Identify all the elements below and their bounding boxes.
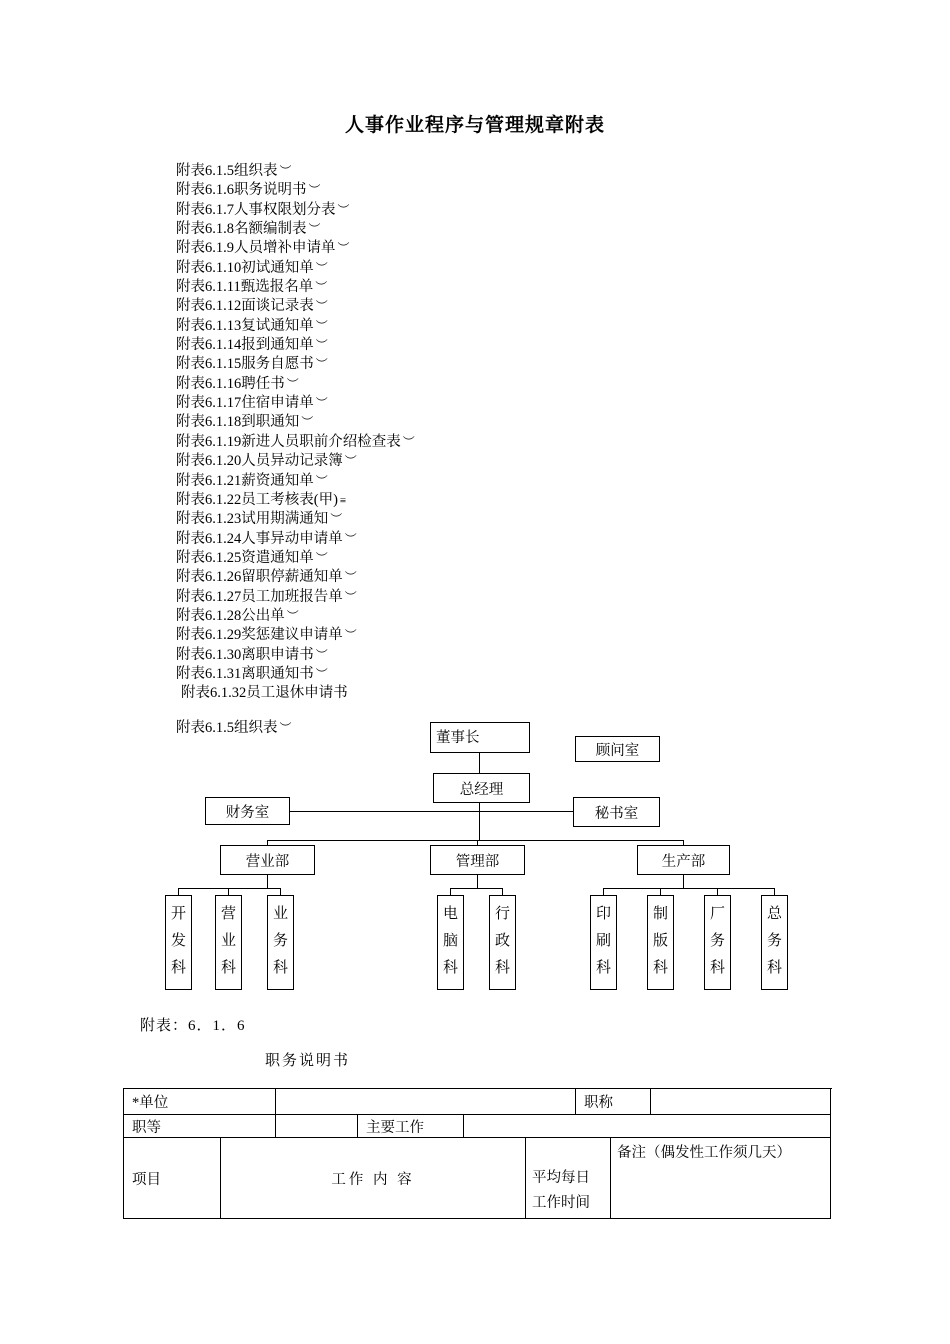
list-item: 附表6.1.17住宿申请单 ︶ [176, 395, 328, 412]
paragraph-mark: ︶ [315, 473, 328, 488]
unit-value-cell [276, 1089, 576, 1115]
org-connector-line [267, 840, 684, 841]
list-item: 附表6.1.19新进人员职前介绍检查表 ︶ [176, 433, 415, 450]
main-work-value-cell [464, 1115, 831, 1138]
paragraph-mark: ︶ [344, 570, 357, 585]
org-box-plate-section: 制版科 [647, 895, 674, 990]
job-description-title: 职务说明书 [265, 1053, 351, 1069]
org-connector-line [502, 888, 503, 895]
org-box-secretary: 秘书室 [573, 797, 660, 827]
org-connector-line [774, 888, 775, 895]
avg-daily-line1: 平均每日 [532, 1170, 590, 1186]
paragraph-mark: ︶ [337, 241, 350, 256]
org-box-dev-section: 开发科 [165, 895, 192, 990]
paragraph-mark: ︶ [315, 260, 328, 275]
paragraph-mark: ︶ [308, 183, 321, 198]
paragraph-mark: ︶ [279, 164, 292, 178]
paragraph-mark: ︶ [315, 338, 328, 353]
org-connector-line [267, 875, 268, 888]
grade-value-cell [276, 1115, 358, 1138]
paragraph-mark: ︶ [402, 434, 415, 449]
org-connector-line [479, 803, 480, 840]
list-item: 附表6.1.26留职停薪通知单 ︶ [176, 569, 357, 586]
org-box-printing-section: 印刷科 [590, 895, 617, 990]
org-connector-line [228, 888, 229, 895]
list-item: 附表6.1.24人事异动申请单 ︶ [176, 530, 357, 547]
org-connector-line [477, 875, 478, 888]
org-box-general-manager: 总经理 [433, 773, 530, 803]
paragraph-mark: ︶ [315, 396, 328, 411]
work-content-cell: 工作 内 容 [221, 1138, 526, 1219]
org-connector-line [477, 840, 478, 845]
org-box-production-dept: 生产部 [637, 845, 730, 875]
org-box-business-section: 业务科 [267, 895, 294, 990]
appendix-616-label: 附表：6．1．6 [140, 1018, 246, 1034]
org-connector-line [267, 840, 268, 845]
paragraph-mark: ︶ [315, 318, 328, 333]
paragraph-mark: ︶ [315, 280, 328, 295]
org-connector-line [683, 840, 684, 845]
org-box-advisor: 顾问室 [575, 736, 660, 762]
paragraph-mark: ︶ [301, 415, 314, 430]
paragraph-mark: ︶ [315, 550, 328, 565]
list-item: 附表6.1.32员工退休申请书 [181, 685, 348, 702]
paragraph-mark: ︶ [315, 647, 328, 662]
org-box-management-dept: 管理部 [430, 845, 525, 875]
paragraph-mark: ︶ [315, 666, 328, 681]
org-box-computer-section: 电脑科 [437, 895, 464, 990]
list-item: 附表6.1.28公出单 ︶ [176, 607, 299, 624]
paragraph-mark: ︶ [344, 531, 357, 546]
list-item: 附表6.1.8名额编制表 ︶ [176, 221, 321, 238]
paragraph-mark: ︶ [315, 357, 328, 372]
page-title: 人事作业程序与管理规章附表 [344, 115, 605, 136]
title-value-cell [651, 1089, 831, 1115]
list-item: 附表6.1.9人员增补申请单 ︶ [176, 240, 350, 257]
unit-label-cell: *单位 [124, 1089, 276, 1115]
list-item: 附表6.1.5组织表 ︶ [176, 163, 292, 179]
list-item: 附表6.1.18到职通知 ︶ [176, 414, 314, 431]
org-box-sales-dept: 营业部 [220, 845, 315, 875]
list-item: 附表6.1.15服务自愿书 ︶ [176, 356, 328, 373]
list-item: 附表6.1.12面谈记录表 ︶ [176, 298, 328, 315]
title-label-cell: 职称 [576, 1089, 651, 1115]
paragraph-mark: ︶ [279, 721, 292, 735]
table-row [124, 1089, 832, 1115]
paragraph-mark: ︶ [315, 299, 328, 314]
paragraph-mark: ︶ [330, 512, 343, 527]
break-mark: ≡ [339, 494, 346, 507]
org-box-general-affairs-section: 总务科 [761, 895, 788, 990]
list-item: 附表6.1.22员工考核表(甲) ≡ [176, 491, 346, 508]
org-box-factory-section: 厂务科 [704, 895, 731, 990]
job-description-table [123, 1088, 832, 1219]
org-box-admin-section: 行政科 [489, 895, 516, 990]
list-item: 附表6.1.29奖惩建议申请单 ︶ [176, 627, 357, 644]
avg-daily-time-cell [526, 1138, 611, 1219]
grade-label-cell: 职等 [124, 1115, 276, 1138]
list-item: 附表6.1.13复试通知单 ︶ [176, 317, 328, 334]
list-item: 附表6.1.20人员异动记录簿 ︶ [176, 453, 357, 470]
org-box-chairman: 董事长 [430, 722, 530, 753]
list-item: 附表6.1.21薪资通知单 ︶ [176, 472, 328, 489]
item-label-cell: 项目 [124, 1138, 221, 1219]
list-item: 附表6.1.31离职通知书 ︶ [176, 665, 328, 682]
table-row [124, 1138, 832, 1219]
paragraph-mark: ︶ [344, 589, 357, 604]
list-item: 附表6.1.7人事权限划分表 ︶ [176, 201, 350, 218]
list-item: 附表6.1.23试用期满通知 ︶ [176, 511, 343, 528]
org-connector-line [178, 888, 179, 895]
list-item: 附表6.1.30离职申请书 ︶ [176, 646, 328, 663]
org-connector-line [290, 811, 573, 812]
main-work-label-cell: 主要工作 [358, 1115, 464, 1138]
list-item: 附表6.1.25资遣通知单 ︶ [176, 549, 328, 566]
list-item: 附表6.1.14报到通知单 ︶ [176, 337, 328, 354]
org-box-sales-section: 营业科 [215, 895, 242, 990]
list-item: 附表6.1.16聘任书 ︶ [176, 375, 299, 392]
list-item: 附表6.1.10初试通知单 ︶ [176, 259, 328, 276]
org-box-finance: 财务室 [205, 797, 290, 825]
paragraph-mark: ︶ [308, 222, 321, 237]
org-connector-line [479, 753, 480, 773]
paragraph-mark: ︶ [286, 608, 299, 623]
avg-daily-line2: 工作时间 [532, 1195, 590, 1211]
table-row [124, 1115, 832, 1138]
list-item: 附表6.1.11甄选报名单 ︶ [176, 279, 328, 296]
org-connector-line [660, 888, 661, 895]
org-connector-line [683, 875, 684, 888]
paragraph-mark: ︶ [344, 628, 357, 643]
list-item: 附表6.1.6职务说明书 ︶ [176, 182, 321, 199]
appendix-list [176, 162, 415, 704]
paragraph-mark: ︶ [337, 202, 350, 217]
org-connector-line [717, 888, 718, 895]
list-item: 附表6.1.27员工加班报告单 ︶ [176, 588, 357, 605]
org-connector-line [450, 888, 451, 895]
org-connector-line [450, 888, 503, 889]
paragraph-mark: ︶ [344, 454, 357, 469]
org-connector-line [178, 888, 281, 889]
org-chart-label: 附表6.1.5组织表 ︶ [176, 720, 292, 736]
org-connector-line [603, 888, 775, 889]
org-connector-line [603, 888, 604, 895]
note-cell: 备注（偶发性工作须几天） [611, 1138, 831, 1219]
paragraph-mark: ︶ [286, 376, 299, 391]
org-connector-line [280, 888, 281, 895]
